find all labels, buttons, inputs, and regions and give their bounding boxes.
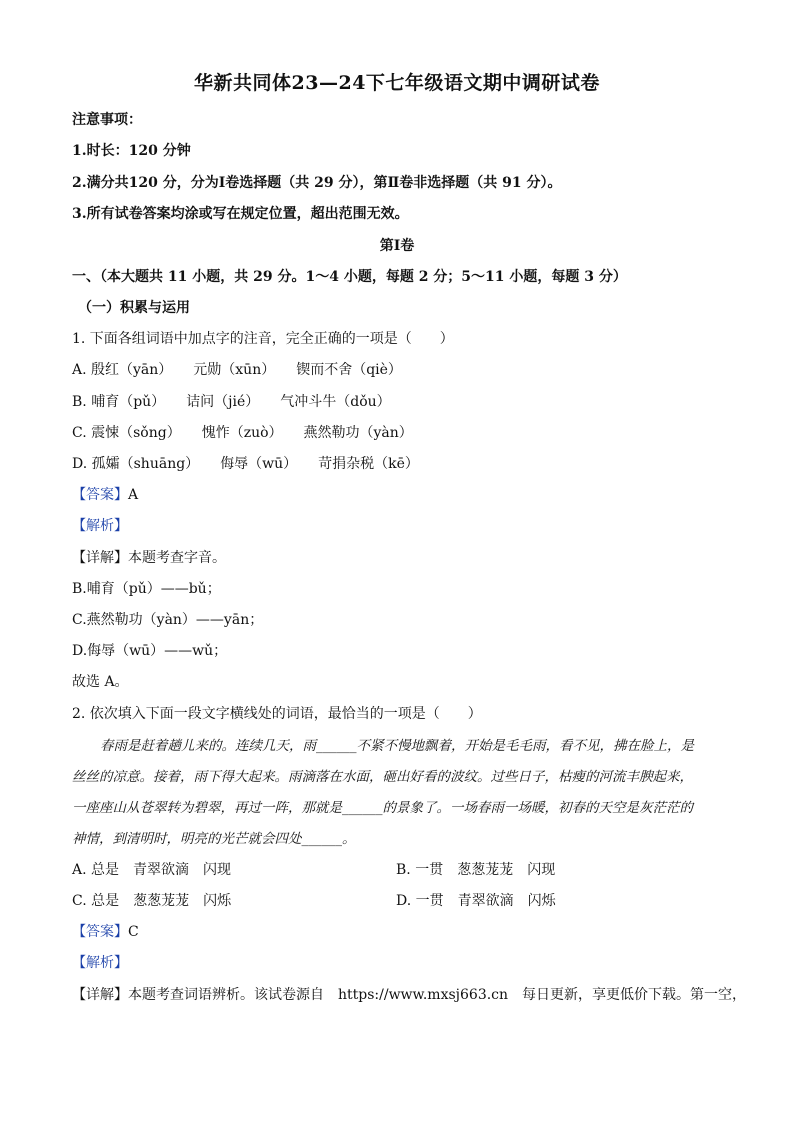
answer-tag: 【答案】	[72, 487, 128, 503]
q1-detail-line: D.侮辱（wū）——wǔ；	[72, 643, 228, 659]
volume-heading: 第Ⅰ卷	[379, 238, 415, 254]
detail-tag: 【详解】	[72, 987, 128, 1003]
q1-option-a: A. 殷红（yān） 元勋（xūn） 锲而不舍（qiè）	[72, 362, 402, 378]
q2-passage	[72, 734, 722, 854]
q1-detail	[72, 547, 226, 567]
q2-stem: 2. 依次填入下面一段文字横线处的词语，最恰当的一项是（ ）	[72, 706, 482, 722]
passage-line: 丝丝的凉意。接着，雨下得大起来。雨滴落在水面，砸出好看的波纹。过些日子，枯瘦的河流丰腴起来，	[72, 769, 693, 785]
q2-option-a: A. 总是 青翠欲滴 闪现	[72, 862, 232, 878]
passage-line: 神情，到清明时，明亮的光芒就会四处______。	[72, 831, 356, 847]
notice-item-1: 1.时长：120 分钟	[72, 143, 191, 159]
passage-line: 春雨是赶着趟儿来的。连续几天，雨______不紧不慢地飘着，开始是毛毛雨，看不见，拂在脸上，是	[100, 738, 694, 754]
q1-stem: 1. 下面各组词语中加点字的注音，完全正确的一项是（ ）	[72, 331, 454, 347]
section-subheading: （一）积累与运用	[78, 300, 190, 316]
q2-option-c: C. 总是 葱葱茏茏 闪烁	[72, 893, 232, 909]
q2-answer	[72, 921, 139, 941]
q1-answer	[72, 484, 138, 504]
q1-detail-line: 故选 A。	[72, 674, 129, 690]
answer-value: A	[128, 487, 139, 503]
q2-option-b: B. 一贯 葱葱茏茏 闪现	[396, 862, 556, 878]
notice-item-3: 3.所有试卷答案均涂或写在规定位置，超出范围无效。	[72, 206, 409, 222]
q1-analysis-tag: 【解析】	[72, 518, 128, 534]
q1-option-d: D. 孤孀（shuāng） 侮辱（wū） 苛捐杂税（kē）	[72, 456, 419, 472]
answer-value: C	[128, 924, 139, 940]
q1-detail-line: B.哺育（pǔ）——bǔ；	[72, 581, 221, 597]
answer-tag: 【答案】	[72, 924, 128, 940]
q2-analysis-tag: 【解析】	[72, 955, 128, 971]
section-heading: 一、（本大题共 11 小题，共 29 分。1～4 小题，每题 2 分；5～11 小题，每题 3 分）	[72, 269, 627, 285]
notice-item-2: 2.满分共120 分，分为Ⅰ卷选择题（共 29 分），第Ⅱ卷非选择题（共 91 分）。	[72, 175, 562, 191]
detail-text: 本题考查词语辨析。该试卷源自 https://www.mxsj663.cn 每日更新，享更低价下载。第一空，	[128, 987, 747, 1003]
detail-text: 本题考查字音。	[128, 550, 226, 566]
q2-detail	[72, 984, 746, 1004]
q1-option-c: C. 震悚（sǒng） 愧怍（zuò） 燕然勒功（yàn）	[72, 425, 413, 441]
q2-option-d: D. 一贯 青翠欲滴 闪烁	[396, 893, 556, 909]
notice-heading: 注意事项：	[72, 112, 142, 128]
page-title: 华新共同体23—24下七年级语文期中调研试卷	[194, 72, 600, 94]
q1-option-b: B. 哺育（pǔ） 诘问（jié） 气冲斗牛（dǒu）	[72, 394, 391, 410]
passage-line: 一座座山从苍翠转为碧翠，再过一阵，那就是______的景象了。一场春雨一场暖，初春的天空是灰茫茫的	[72, 800, 693, 816]
detail-tag: 【详解】	[72, 550, 128, 566]
q1-detail-line: C.燕然勒功（yàn）——yān；	[72, 612, 264, 628]
